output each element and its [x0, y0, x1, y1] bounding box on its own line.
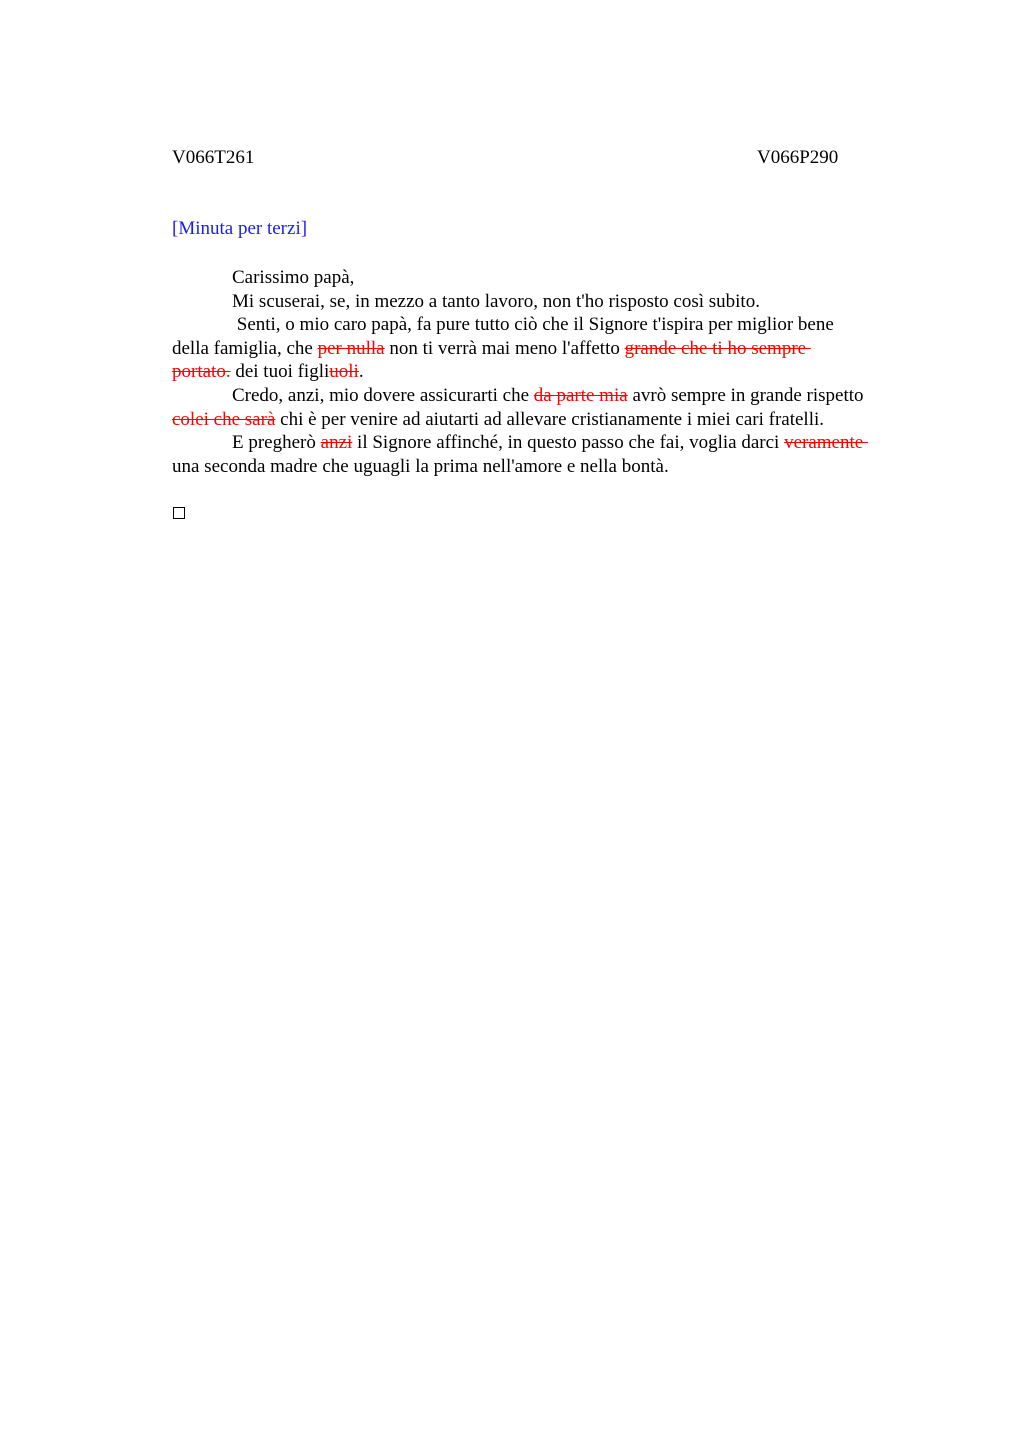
- text-fragment: chi è per venire ad aiutarti ad allevare cristianamente i miei cari fratelli.: [275, 408, 824, 430]
- deleted-text: grande che ti ho sempre: [624, 337, 811, 359]
- text-fragment: il Signore affinché, in questo passo che fai, voglia darci: [352, 432, 785, 454]
- deleted-text: da parte mia: [533, 384, 628, 406]
- paragraph-4-line-1: [172, 431, 922, 455]
- text-fragment: non ti verrà mai meno l'affetto: [384, 337, 625, 359]
- paragraph-4-line-2: una seconda madre che uguagli la prima nell'amore e nella bontà.: [172, 455, 669, 477]
- deleted-text: portato.: [172, 361, 231, 383]
- text-fragment: .: [358, 361, 364, 383]
- text-fragment: Credo, anzi, mio dovere assicurarti che: [232, 384, 534, 406]
- text-fragment: avrò sempre in grande rispetto: [627, 384, 864, 406]
- paragraph-3-line-2: [172, 408, 922, 432]
- text-fragment: dei tuoi figli: [230, 361, 330, 383]
- letter-line-1: Mi scuserai, se, in mezzo a tanto lavoro, non t'ho risposto così subito.: [232, 290, 760, 312]
- end-marker-box: [173, 507, 185, 519]
- deleted-text: uoli: [329, 361, 359, 383]
- deleted-text: anzi: [320, 432, 353, 454]
- paragraph-2-line-1: Senti, o mio caro papà, fa pure tutto ciò che il Signore t'ispira per miglior bene: [232, 314, 834, 336]
- deleted-text: per nulla: [317, 337, 385, 359]
- letter-body: [172, 266, 922, 478]
- salutation: Carissimo papà,: [232, 267, 355, 288]
- text-fragment: della famiglia, che: [172, 337, 318, 359]
- deleted-text: colei che sarà: [172, 408, 276, 430]
- deleted-text: veramente: [784, 432, 868, 454]
- document-code-left: V066T261: [172, 147, 255, 168]
- document-code-right: V066P290: [757, 147, 839, 168]
- paragraph-2-line-2: [172, 337, 922, 361]
- editorial-note: [Minuta per terzi]: [172, 218, 308, 239]
- paragraph-2-line-3: [172, 360, 922, 384]
- text-fragment: E pregherò: [232, 432, 321, 454]
- paragraph-3-line-1: [172, 384, 922, 408]
